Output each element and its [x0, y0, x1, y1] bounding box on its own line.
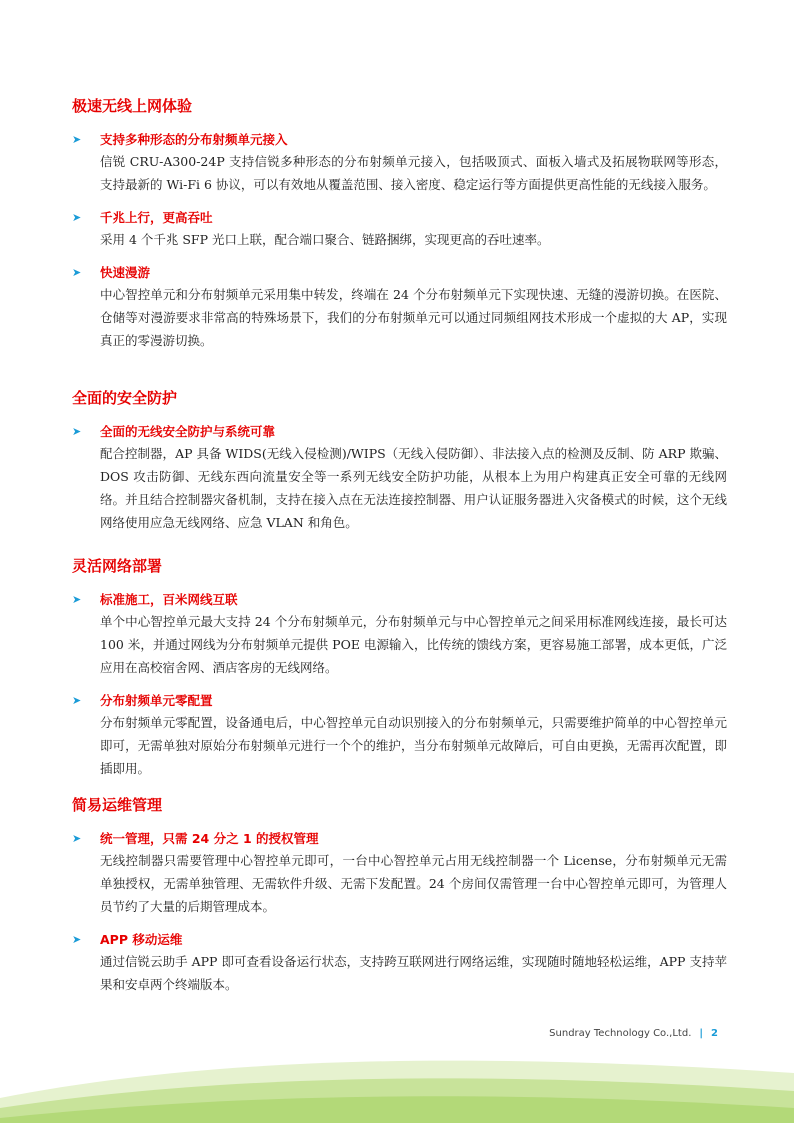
arrow-right-icon: ➤ — [72, 593, 82, 606]
feature-title: 标准施工，百米网线互联 — [100, 592, 238, 607]
arrow-right-icon: ➤ — [72, 832, 82, 845]
feature-body: 通过信锐云助手 APP 即可查看设备运行状态，支持跨互联网进行网络运维，实现随时随地轻松运维，APP 支持苹果和安卓两个终端版本。 — [100, 954, 727, 992]
page-footer — [549, 1028, 718, 1039]
feature-item — [72, 422, 727, 534]
feature-body: 分布射频单元零配置，设备通电后，中心智控单元自动识别接入的分布射频单元，只需要维护简单的中心智控单元即可，无需单独对原始分布射频单元进行一个个的维护，当分布射频单元故障后，可自由更换，无需再次配置，即插即用。 — [100, 715, 727, 776]
footer-separator: | — [699, 1028, 704, 1039]
feature-title: 统一管理，只需 24 分之 1 的授权管理 — [100, 831, 319, 846]
feature-body: 单个中心智控单元最大支持 24 个分布射频单元，分布射频单元与中心智控单元之间采用标准网线连接，最长可达 100 米，并通过网线为分布射频单元提供 POE 电源输入，比传统的馈线方案，更容易施工部署，成本更低，广泛应用在高校宿舍网、酒店客房的无线网络。 — [100, 614, 727, 675]
section-wireless-experience — [72, 96, 727, 352]
section-management — [72, 795, 727, 996]
arrow-right-icon: ➤ — [72, 694, 82, 707]
feature-title: APP 移动运维 — [100, 932, 183, 947]
section-security — [72, 388, 727, 534]
section-title: 灵活网络部署 — [72, 557, 163, 575]
feature-title: 全面的无线安全防护与系统可靠 — [100, 424, 276, 439]
feature-item — [72, 930, 727, 996]
feature-title: 分布射频单元零配置 — [100, 693, 213, 708]
feature-body: 采用 4 个千兆 SFP 光口上联，配合端口聚合、链路捆绑，实现更高的吞吐速率。 — [100, 232, 550, 247]
feature-item — [72, 263, 727, 352]
section-title: 简易运维管理 — [72, 796, 163, 814]
feature-title: 快速漫游 — [100, 265, 151, 280]
feature-body: 配合控制器，AP 具备 WIDS(无线入侵检测)/WIPS（无线入侵防御）、非法接入点的检测及反制、防 ARP 欺骗、DOS 攻击防御、无线东西向流量安全等一系列无线安全防护功能，从根本上为用户构建真正安全可靠的无线网络。并且结合控制器灾备机制，支持在接入点在无法连接控制器、用户认证服务器进入灾备模式的时候，这个无线网络使用应急无线网络、应急 VLAN 和角色。 — [100, 446, 727, 530]
feature-body: 中心智控单元和分布射频单元采用集中转发，终端在 24 个分布射频单元下实现快速、无缝的漫游切换。在医院、仓储等对漫游要求非常高的特殊场景下，我们的分布射频单元可以通过同频组网技术形成一个虚拟的大 AP，实现真正的零漫游切换。 — [100, 287, 727, 348]
company-name: Sundray Technology Co.,Ltd. — [549, 1028, 692, 1039]
arrow-right-icon: ➤ — [72, 425, 82, 438]
feature-item — [72, 208, 727, 251]
feature-item — [72, 590, 727, 679]
section-title: 全面的安全防护 — [72, 389, 178, 407]
page-number: 2 — [711, 1028, 718, 1039]
arrow-right-icon: ➤ — [72, 266, 82, 279]
feature-item — [72, 691, 727, 780]
feature-body: 无线控制器只需要管理中心智控单元即可，一台中心智控单元占用无线控制器一个 License，分布射频单元无需单独授权，无需单独管理、无需软件升级、无需下发配置。24 个房间仅需管理一台中心智控单元即可，为管理人员节约了大量的后期管理成本。 — [100, 853, 727, 914]
section-title: 极速无线上网体验 — [72, 97, 193, 115]
section-deployment — [72, 556, 727, 780]
arrow-right-icon: ➤ — [72, 133, 82, 146]
arrow-right-icon: ➤ — [72, 211, 82, 224]
feature-title: 千兆上行，更高吞吐 — [100, 210, 213, 225]
feature-title: 支持多种形态的分布射频单元接入 — [100, 132, 288, 147]
feature-item — [72, 829, 727, 918]
feature-body: 信锐 CRU-A300-24P 支持信锐多种形态的分布射频单元接入，包括吸顶式、面板入墙式及拓展物联网等形态，支持最新的 Wi-Fi 6 协议，可以有效地从覆盖范围、接入密度、稳定运行等方面提供更高性能的无线接入服务。 — [100, 154, 727, 192]
arrow-right-icon: ➤ — [72, 933, 82, 946]
decorative-wave — [0, 1053, 794, 1123]
feature-item — [72, 130, 727, 196]
